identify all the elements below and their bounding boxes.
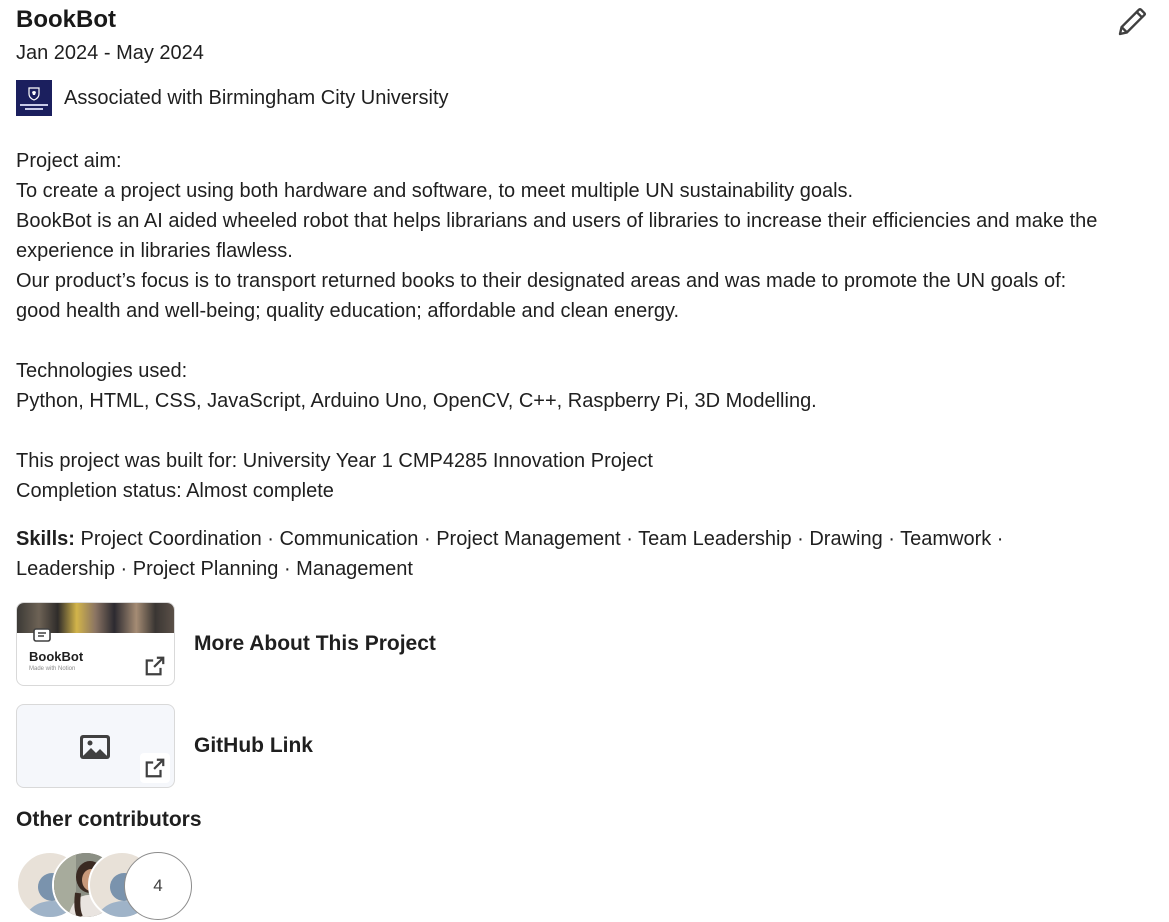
thumbnail-subtitle: Made with Notion <box>29 666 76 672</box>
crest-icon <box>27 87 41 101</box>
project-description <box>16 146 1116 506</box>
contributors-heading: Other contributors <box>16 808 202 831</box>
project-title: BookBot <box>16 6 116 33</box>
media-label-project[interactable]: More About This Project <box>194 632 436 655</box>
association-text: Associated with Birmingham City University <box>64 86 449 109</box>
aim-heading: Project aim: <box>16 150 122 172</box>
thumbnail-title: BookBot <box>29 649 84 664</box>
built-for: This project was built for: University Year 1 CMP4285 Innovation Project <box>16 450 653 472</box>
aim-line-1: To create a project using both hardware and software, to meet multiple UN sustainability goals. <box>16 180 854 202</box>
github-thumbnail[interactable] <box>16 704 175 788</box>
university-logo <box>16 80 52 116</box>
aim-line-2: BookBot is an AI aided wheeled robot that helps librarians and users of libraries to increase their efficiencies and make the experience in libraries flawless. <box>16 210 1098 262</box>
contributors-avatars[interactable] <box>16 851 196 922</box>
skills-section <box>16 524 1056 584</box>
media-item-project-page[interactable] <box>16 602 436 686</box>
pencil-icon <box>1116 6 1148 38</box>
association[interactable] <box>16 80 449 116</box>
skills-list: Project Coordination · Communication · Project Management · Team Leadership · Drawing · Teamwork · Leadership · Project Planning · Management <box>16 528 1004 580</box>
external-link-icon <box>140 651 170 681</box>
skills-label: Skills: <box>16 528 75 550</box>
tech-heading: Technologies used: <box>16 360 188 382</box>
external-link-icon <box>140 753 170 783</box>
notion-icon <box>31 627 53 645</box>
more-contributors-count[interactable]: 4 <box>124 852 192 920</box>
edit-button[interactable] <box>1112 2 1152 42</box>
completion-status: Completion status: Almost complete <box>16 480 334 502</box>
tech-list: Python, HTML, CSS, JavaScript, Arduino Uno, OpenCV, C++, Raspberry Pi, 3D Modelling. <box>16 390 817 412</box>
project-dates: Jan 2024 - May 2024 <box>16 42 204 64</box>
aim-line-3: Our product’s focus is to transport returned books to their designated areas and was made to promote the UN goals of: good health and well-being; quality education; affordable and clean energy. <box>16 270 1067 322</box>
media-label-github[interactable]: GitHub Link <box>194 734 313 757</box>
project-page-thumbnail[interactable] <box>16 602 175 686</box>
media-item-github[interactable] <box>16 704 313 788</box>
image-placeholder-icon <box>79 734 111 760</box>
